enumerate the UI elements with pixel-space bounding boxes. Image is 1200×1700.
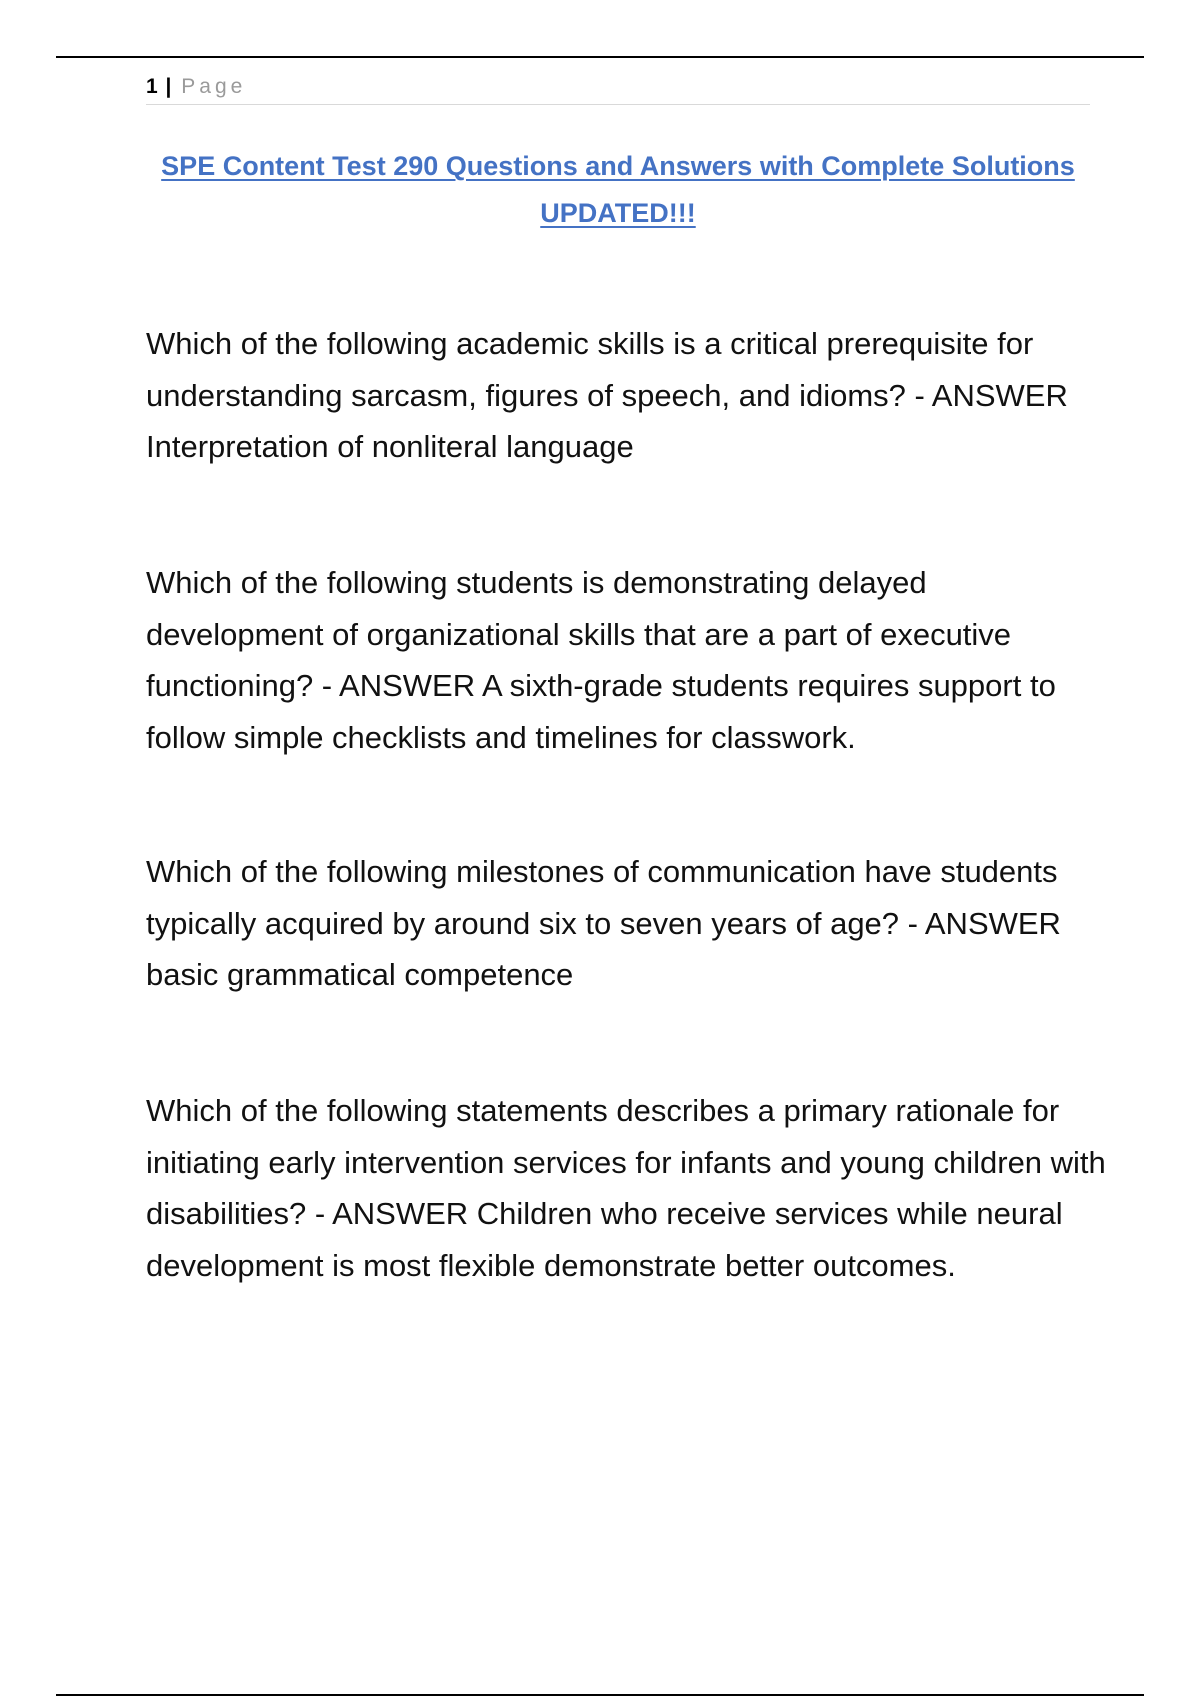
page-label: Page <box>181 75 247 98</box>
document-title: SPE Content Test 290 Questions and Answers with Complete Solutions UPDATED!!! <box>161 151 1075 228</box>
page-number: 1 <box>146 75 158 98</box>
qa-item-1: Which of the following academic skills is a critical prerequisite for understanding sarcasm, figures of speech, and idioms? - ANSWER Interpretation of nonliteral language <box>146 326 1068 464</box>
page-header <box>146 72 1090 105</box>
qa-item-2: Which of the following students is demonstrating delayed development of organizational skills that are a part of executive functioning? - ANSWER A sixth-grade students requires support to follow simple checklists and timelines for classwork. <box>146 565 1056 755</box>
page-number-separator: | <box>165 75 172 98</box>
top-page-rule <box>56 56 1144 58</box>
qa-item-3: Which of the following milestones of communication have students typically acquired by around six to seven years of age? - ANSWER basic grammatical competence <box>146 854 1061 992</box>
bottom-page-rule <box>56 1694 1144 1696</box>
qa-item-4: Which of the following statements describes a primary rationale for initiating early intervention services for infants and young children with disabilities? - ANSWER Children who receive services while neural development is most flexible demonstrate better outcomes. <box>146 1093 1106 1283</box>
